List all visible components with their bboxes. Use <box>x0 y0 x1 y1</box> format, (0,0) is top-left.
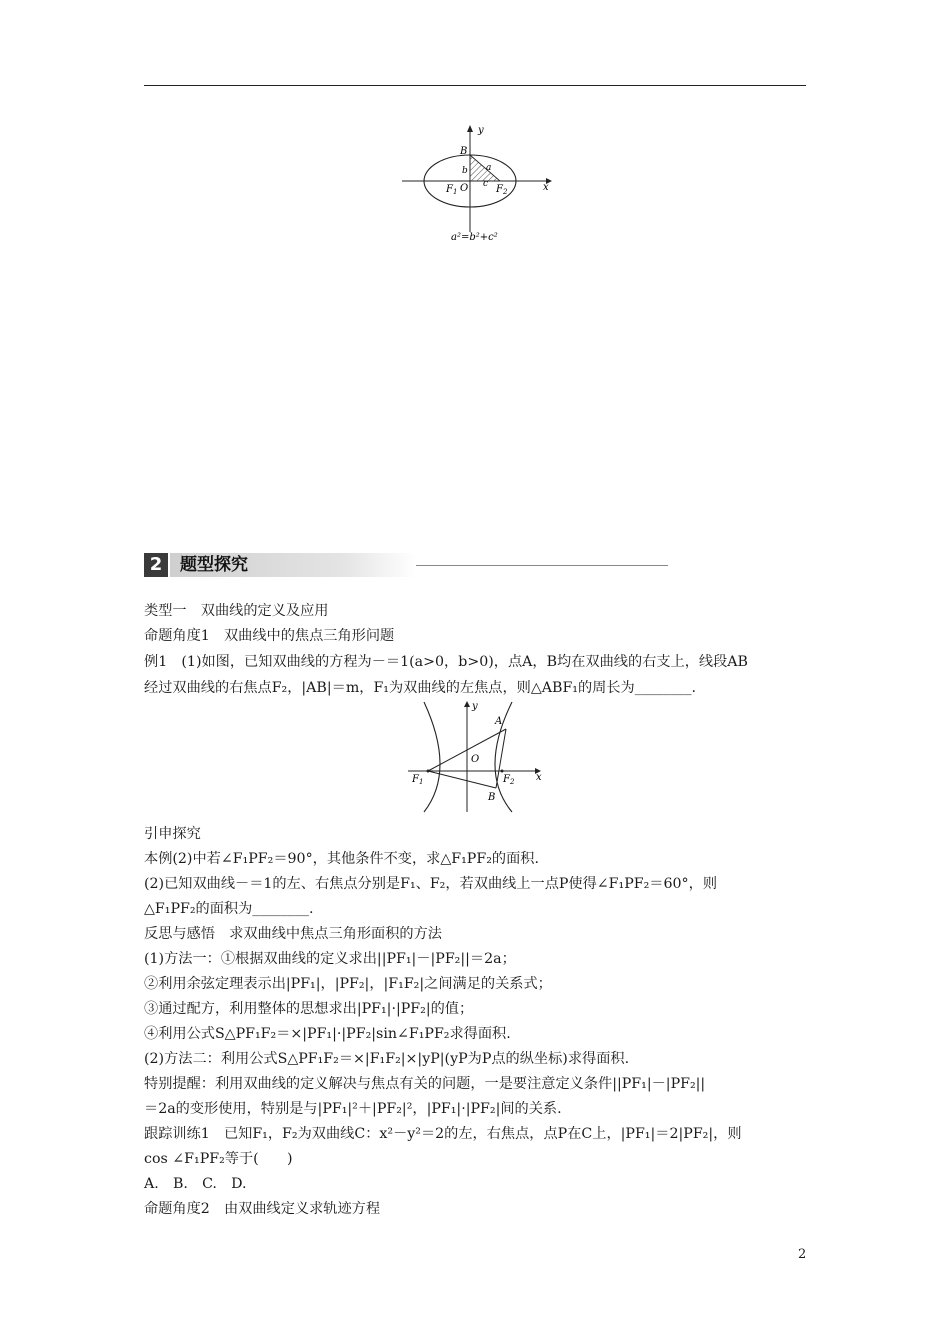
label-x: x <box>536 772 542 783</box>
label-F1: $F_1$ <box>412 774 424 786</box>
method1-line-3: ③通过配方，利用整体的思想求出|PF₁|·|PF₂|的值； <box>144 1001 474 1017</box>
method1-line-4: ④利用公式S△PF₁F₂＝×|PF₁|·|PF₂|sin∠F₁PF₂求得面积. <box>144 1026 511 1042</box>
section-header <box>144 553 524 579</box>
point-F2 <box>501 770 504 773</box>
extension-line: 本例(2)中若∠F₁PF₂＝90°，其他条件不变，求△F₁PF₂的面积. <box>144 851 539 867</box>
label-y: y <box>472 701 478 712</box>
label-F1: $F_1$ <box>446 184 458 196</box>
label-y: y <box>478 125 484 136</box>
y-axis-arrow <box>467 125 473 132</box>
section-title: 题型探究 <box>180 555 248 575</box>
hyperbola-left-branch <box>424 702 440 812</box>
figure1-caption: a²=b²+c² <box>451 232 498 243</box>
example-line-2: 经过双曲线的右焦点F₂，|AB|＝m，F₁为双曲线的左焦点，则△ABF₁的周长为________. <box>144 680 696 696</box>
note-line-2: ＝2a的变形使用，特别是与|PF₁|²＋|PF₂|²，|PF₁|·|PF₂|间的关系. <box>144 1101 562 1117</box>
method1-line-1: (1)方法一：①根据双曲线的定义求出||PF₁|－|PF₂||＝2a； <box>144 951 516 967</box>
label-b: b <box>462 166 468 176</box>
label-O: O <box>460 183 469 194</box>
angle2-heading: 命题角度2 由双曲线定义求轨迹方程 <box>144 1201 381 1217</box>
ellipse-figure <box>396 120 556 244</box>
example-line-1: 例1 (1)如图，已知双曲线的方程为－＝1(a>0，b>0)，点A，B均在双曲线的右支上，线段AB <box>144 654 748 670</box>
method1-line-2: ②利用余弦定理表示出|PF₁|，|PF₂|，|F₁F₂|之间满足的关系式； <box>144 976 552 992</box>
section-number: 2 <box>144 553 168 577</box>
label-x: x <box>543 182 549 193</box>
exercise-options: A. B. C. D. <box>144 1176 247 1192</box>
type-heading: 类型一 双曲线的定义及应用 <box>144 603 329 619</box>
label-a: a <box>486 163 492 173</box>
example-part2-line-2: △F₁PF₂的面积为________. <box>144 901 314 917</box>
reflection-heading: 反思与感悟 求双曲线中焦点三角形面积的方法 <box>144 926 442 942</box>
label-A: A <box>495 716 503 727</box>
label-B: B <box>460 146 468 157</box>
y-axis-arrow <box>464 701 470 707</box>
extension-heading: 引申探究 <box>144 826 201 842</box>
method2-line: (2)方法二：利用公式S△PF₁F₂＝×|F₁F₂|×|yP|(yP为P点的纵坐标)求得面积. <box>144 1051 630 1067</box>
point-F1 <box>427 770 430 773</box>
section-rule <box>416 565 668 566</box>
hyperbola-figure <box>408 700 548 814</box>
label-F2: $F_2$ <box>496 184 508 196</box>
label-O: O <box>471 754 480 765</box>
label-F2: $F_2$ <box>503 774 515 786</box>
page-number: 2 <box>798 1247 807 1262</box>
header-rule <box>144 85 806 86</box>
label-c: c <box>483 179 489 189</box>
example-part2-line-1: (2)已知双曲线－＝1的左、右焦点分别是F₁、F₂，若双曲线上一点P使得∠F₁PF₂＝60°，则 <box>144 876 718 892</box>
exercise-line-2: cos ∠F₁PF₂等于( ) <box>144 1151 293 1167</box>
exercise-line-1: 跟踪训练1 已知F₁，F₂为双曲线C：x²－y²＝2的左，右焦点，点P在C上，|PF₁|＝2|PF₂|，则 <box>144 1126 742 1142</box>
angle-heading: 命题角度1 双曲线中的焦点三角形问题 <box>144 628 395 644</box>
note-line-1: 特别提醒：利用双曲线的定义解决与焦点有关的问题，一是要注意定义条件||PF₁|－|PF₂|| <box>144 1076 706 1092</box>
label-B: B <box>488 792 496 803</box>
